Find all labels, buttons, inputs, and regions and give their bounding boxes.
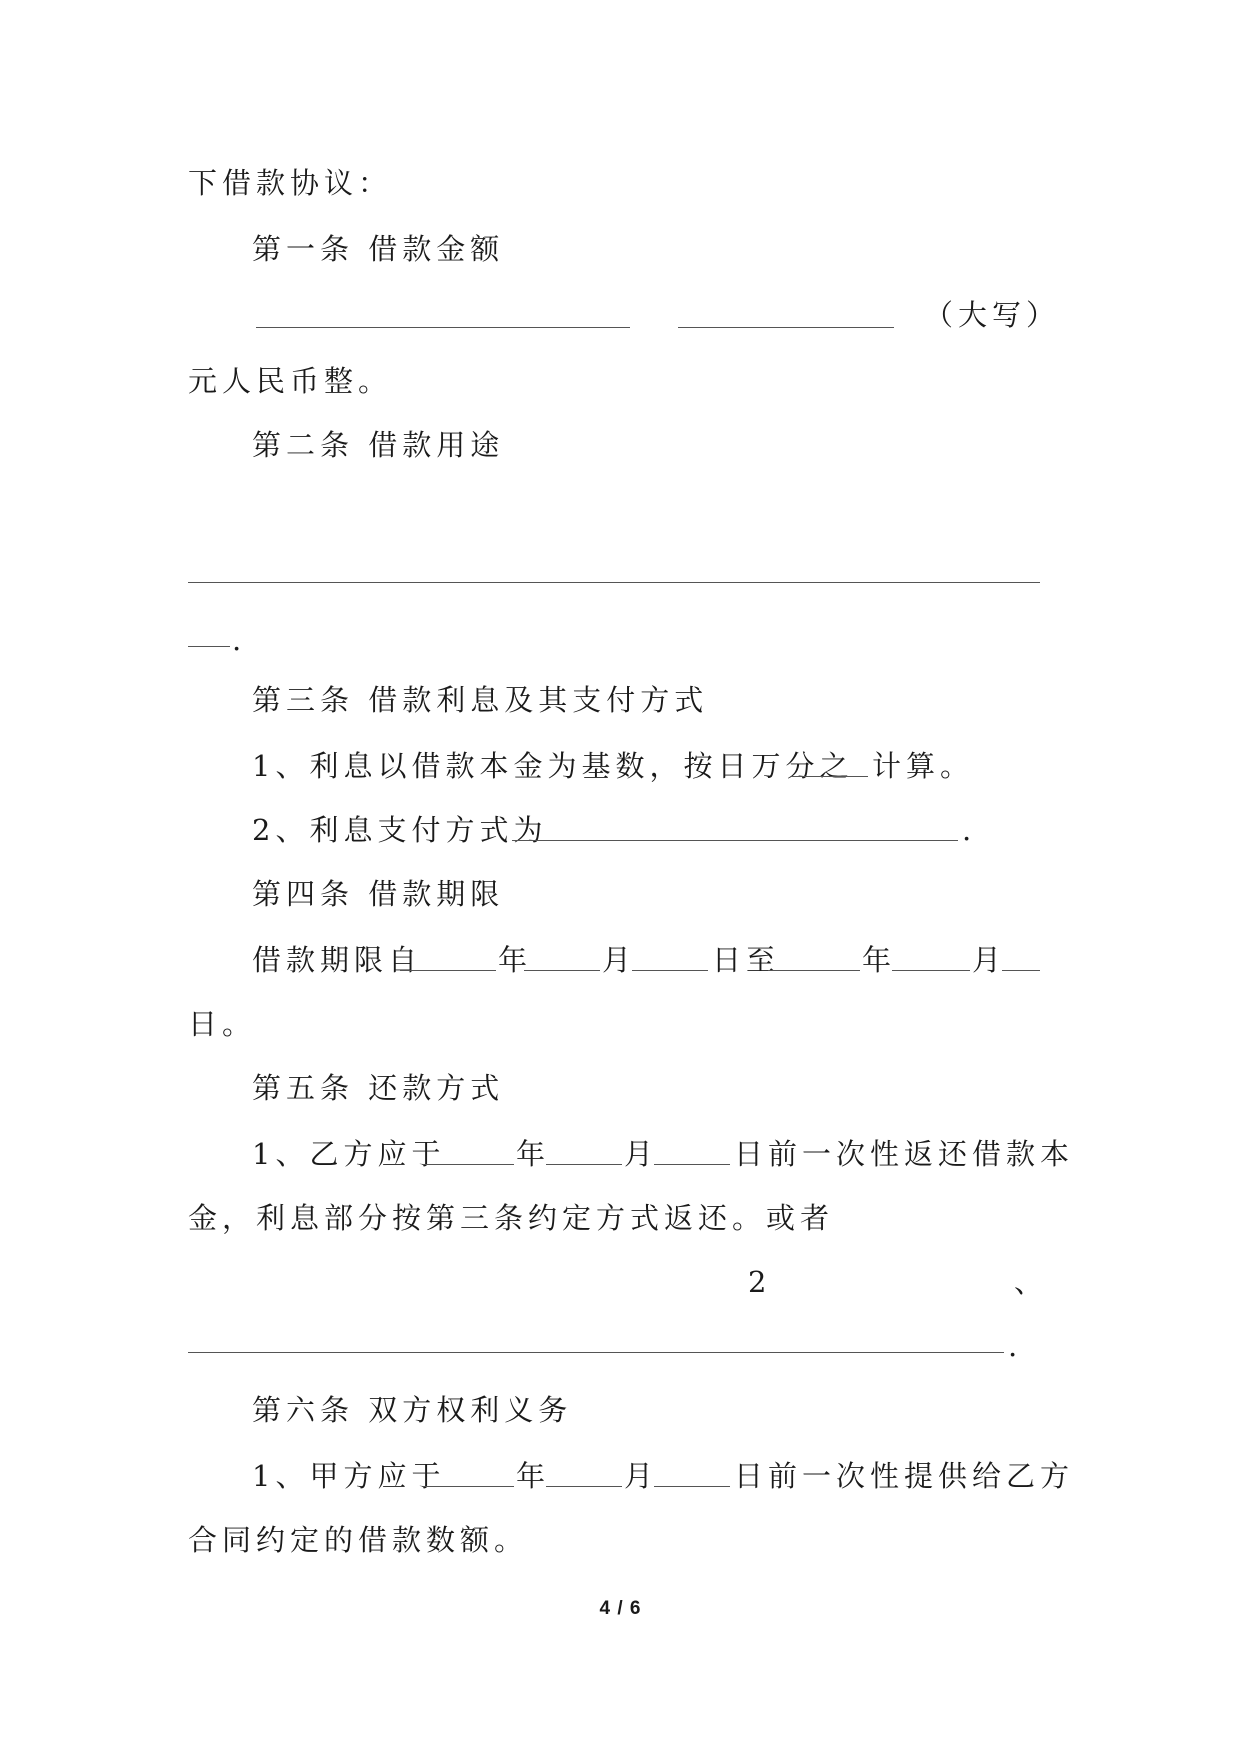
article-5-heading: 第五条 还款方式 — [252, 1071, 505, 1105]
article-3-heading: 第三条 借款利息及其支付方式 — [252, 683, 709, 717]
purpose-end-dot: . — [232, 623, 247, 657]
item-2-separator: 、 — [1014, 1265, 1049, 1299]
term-year-2: 年 — [862, 943, 897, 977]
uppercase-label: （大写） — [924, 298, 1061, 332]
term-to-text: 日至 — [712, 943, 781, 977]
term-start-month-blank[interactable] — [524, 970, 600, 971]
term-start-year-blank[interactable] — [400, 970, 496, 971]
term-end-day-blank[interactable] — [1002, 970, 1040, 971]
page-number: 4 / 6 — [599, 1598, 642, 1619]
item-2-end-dot: . — [1008, 1329, 1023, 1363]
item-2-number: 2 — [748, 1265, 772, 1299]
provide-year: 年 — [516, 1459, 551, 1493]
intro-text: 下借款协议： — [188, 166, 393, 200]
repay-year-blank[interactable] — [422, 1164, 514, 1165]
interest-rate-blank[interactable] — [792, 776, 868, 777]
item-2-blank-line[interactable] — [188, 1352, 1004, 1353]
term-end-month-blank[interactable] — [892, 970, 970, 971]
interest-rate-suffix: 计算。 — [872, 749, 975, 783]
amount-blank-1[interactable] — [256, 327, 630, 328]
payment-method-dot: . — [962, 813, 977, 847]
repay-day-blank[interactable] — [654, 1164, 730, 1165]
payment-method-blank[interactable] — [512, 840, 958, 841]
term-month-2: 月 — [972, 943, 1007, 977]
purpose-blank-line[interactable] — [188, 582, 1040, 583]
amount-blank-2[interactable] — [678, 327, 894, 328]
interest-rate-text: 1、利息以借款本金为基数，按日万分之 — [252, 749, 854, 783]
provide-month: 月 — [624, 1459, 659, 1493]
provide-month-blank[interactable] — [546, 1486, 622, 1487]
term-day-text: 日。 — [188, 1007, 257, 1041]
repay-month-blank[interactable] — [546, 1164, 622, 1165]
term-from-text: 借款期限自 — [252, 943, 423, 977]
term-year-1: 年 — [498, 943, 533, 977]
contract-amount-text: 合同约定的借款数额。 — [188, 1523, 529, 1557]
currency-text: 元人民币整。 — [188, 364, 393, 398]
repay-month: 月 — [624, 1137, 659, 1171]
article-4-heading: 第四条 借款期限 — [252, 877, 505, 911]
lender-provide-text: 1、甲方应于 — [252, 1459, 446, 1493]
term-start-day-blank[interactable] — [632, 970, 708, 971]
term-end-year-blank[interactable] — [768, 970, 860, 971]
article-1-heading: 第一条 借款金额 — [252, 232, 505, 266]
term-month-1: 月 — [602, 943, 637, 977]
repay-interest-text: 金，利息部分按第三条约定方式返还。或者 — [188, 1201, 835, 1235]
repay-party-text: 1、乙方应于 — [252, 1137, 446, 1171]
payment-method-text: 2、利息支付方式为 — [252, 813, 548, 847]
provide-year-blank[interactable] — [422, 1486, 514, 1487]
repay-year: 年 — [516, 1137, 551, 1171]
purpose-blank-tail[interactable] — [188, 646, 230, 647]
provide-deadline-text: 日前一次性提供给乙方 — [734, 1459, 1075, 1493]
provide-day-blank[interactable] — [654, 1486, 730, 1487]
article-2-heading: 第二条 借款用途 — [252, 428, 505, 462]
repay-deadline-text: 日前一次性返还借款本 — [734, 1137, 1075, 1171]
article-6-heading: 第六条 双方权利义务 — [252, 1393, 573, 1427]
